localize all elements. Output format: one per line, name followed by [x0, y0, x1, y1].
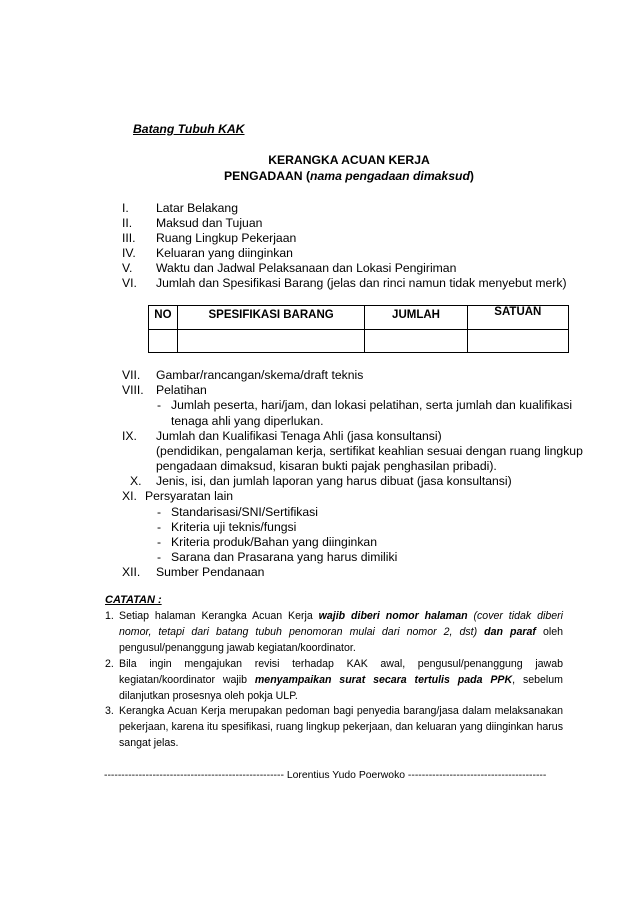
note-segment: , sebelum dilanjutkan prosesnya oleh pokja ULP.: [119, 674, 564, 702]
outline-text: Latar Belakang: [156, 201, 238, 215]
table-cell: [467, 330, 568, 353]
note-emphasis: dan paraf: [477, 626, 536, 638]
table-cell: [177, 330, 365, 353]
outline-number: X.: [130, 474, 142, 488]
note-emphasis: wajib diberi nomor halaman: [318, 610, 468, 622]
note-text: [119, 656, 563, 704]
section-heading: Batang Tubuh KAK: [133, 122, 245, 136]
outline-text: Waktu dan Jadwal Pelaksanaan dan Lokasi Pengiriman: [156, 261, 457, 275]
sub-item-text: Kriteria uji teknis/fungsi: [171, 520, 297, 534]
table-header-row: [149, 306, 569, 330]
note-segment: Setiap halaman Kerangka Acuan Kerja: [119, 610, 319, 622]
col-jumlah: JUMLAH: [365, 306, 467, 330]
note-number: 2.: [105, 658, 114, 670]
subtitle-placeholder: nama pengadaan dimaksud: [310, 169, 470, 183]
sub-item-text: tenaga ahli yang diperlukan.: [171, 414, 324, 428]
outline-number: IV.: [122, 246, 136, 260]
table-row: [149, 330, 569, 353]
col-no: NO: [149, 306, 178, 330]
outline-number: I.: [122, 201, 129, 215]
sub-item-text: Jumlah peserta, hari/jam, dan lokasi pelatihan, serta jumlah dan kualifikasi: [171, 398, 573, 412]
col-satuan: SATUAN: [467, 306, 568, 330]
note-emphasis: menyampaikan surat secara tertulis pada PPK: [254, 674, 513, 686]
subtitle-prefix: PENGADAAN (: [224, 169, 311, 183]
note-italic: (cover tidak diberi nomor, tetapi dari batang tubuh penomoran mulai dari nomor 2, dst): [119, 610, 563, 638]
note-item: [105, 703, 563, 751]
outline-text: Keluaran yang diinginkan: [156, 246, 293, 260]
subtitle-suffix: ): [469, 169, 474, 183]
outline-number: XI.: [122, 489, 137, 503]
note-number: 1.: [105, 610, 114, 622]
outline-number: VII.: [122, 368, 141, 382]
spec-table: [148, 305, 569, 353]
sub-item-text: Kriteria produk/Bahan yang diinginkan: [171, 535, 377, 549]
outline-number: V.: [122, 261, 133, 275]
outline-text: Jumlah dan Spesifikasi Barang (jelas dan rinci namun tidak menyebut merk): [156, 276, 567, 290]
table-cell: [149, 330, 178, 353]
document-title: KERANGKA ACUAN KERJA: [268, 153, 430, 167]
col-spesifikasi: SPESIFIKASI BARANG: [177, 306, 365, 330]
sub-item-text: Standarisasi/SNI/Sertifikasi: [171, 505, 318, 519]
dash-bullet: -: [157, 505, 162, 519]
notes-heading: CATATAN :: [105, 594, 162, 606]
note-number: 3.: [105, 705, 114, 717]
note-segment: oleh pengusul/penanggung jawab kegiatan/koordinator.: [119, 626, 563, 654]
sub-item-text: Sarana dan Prasarana yang harus dimiliki: [171, 550, 398, 564]
outline-text: Jenis, isi, dan jumlah laporan yang harus dibuat (jasa konsultansi): [156, 474, 512, 488]
outline-number: III.: [122, 231, 136, 245]
dash-bullet: -: [157, 398, 162, 412]
note-text: [119, 608, 563, 656]
outline-detail-text: pengadaan dimaksud, kisaran bukti pajak penghasilan pribadi).: [156, 459, 497, 473]
outline-number: VIII.: [122, 383, 144, 397]
outline-text: Maksud dan Tujuan: [156, 216, 263, 230]
outline-number: XII.: [122, 565, 141, 579]
dash-bullet: -: [157, 535, 162, 549]
outline-text: Gambar/rancangan/skema/draft teknis: [156, 368, 364, 382]
outline-number: VI.: [122, 276, 137, 290]
outline-text: Sumber Pendanaan: [156, 565, 265, 579]
table-cell: [365, 330, 467, 353]
note-segment: Bila ingin mengajukan revisi terhadap KAK awal, pengusul/penanggung jawab kegiatan/koordinator wajib: [119, 658, 563, 686]
outline-number: II.: [122, 216, 133, 230]
outline-text: Persyaratan lain: [145, 489, 234, 503]
outline-text: Ruang Lingkup Pekerjaan: [156, 231, 297, 245]
outline-text: Pelatihan: [156, 383, 207, 397]
note-item: [105, 608, 563, 656]
document-subtitle: [0, 169, 638, 183]
outline-text: Jumlah dan Kualifikasi Tenaga Ahli (jasa konsultansi): [156, 429, 442, 443]
note-item: [105, 656, 563, 704]
dash-bullet: -: [157, 550, 162, 564]
outline-number: IX.: [122, 429, 137, 443]
dash-bullet: -: [157, 520, 162, 534]
note-text: Kerangka Acuan Kerja merupakan pedoman bagi penyedia barang/jasa dalam melaksanakan pekerjaan, karena itu spesifikasi, ruang lingkup pekerjaan, dan keluaran yang diinginkan harus sangat jelas.: [119, 705, 563, 749]
footer-author-line: ---------------------------------------------------- Lorentius Yudo Poerwoko ----------------------------------------: [104, 770, 547, 781]
outline-detail-text: (pendidikan, pengalaman kerja, sertifikat keahlian sesuai dengan ruang lingkup: [156, 444, 583, 458]
